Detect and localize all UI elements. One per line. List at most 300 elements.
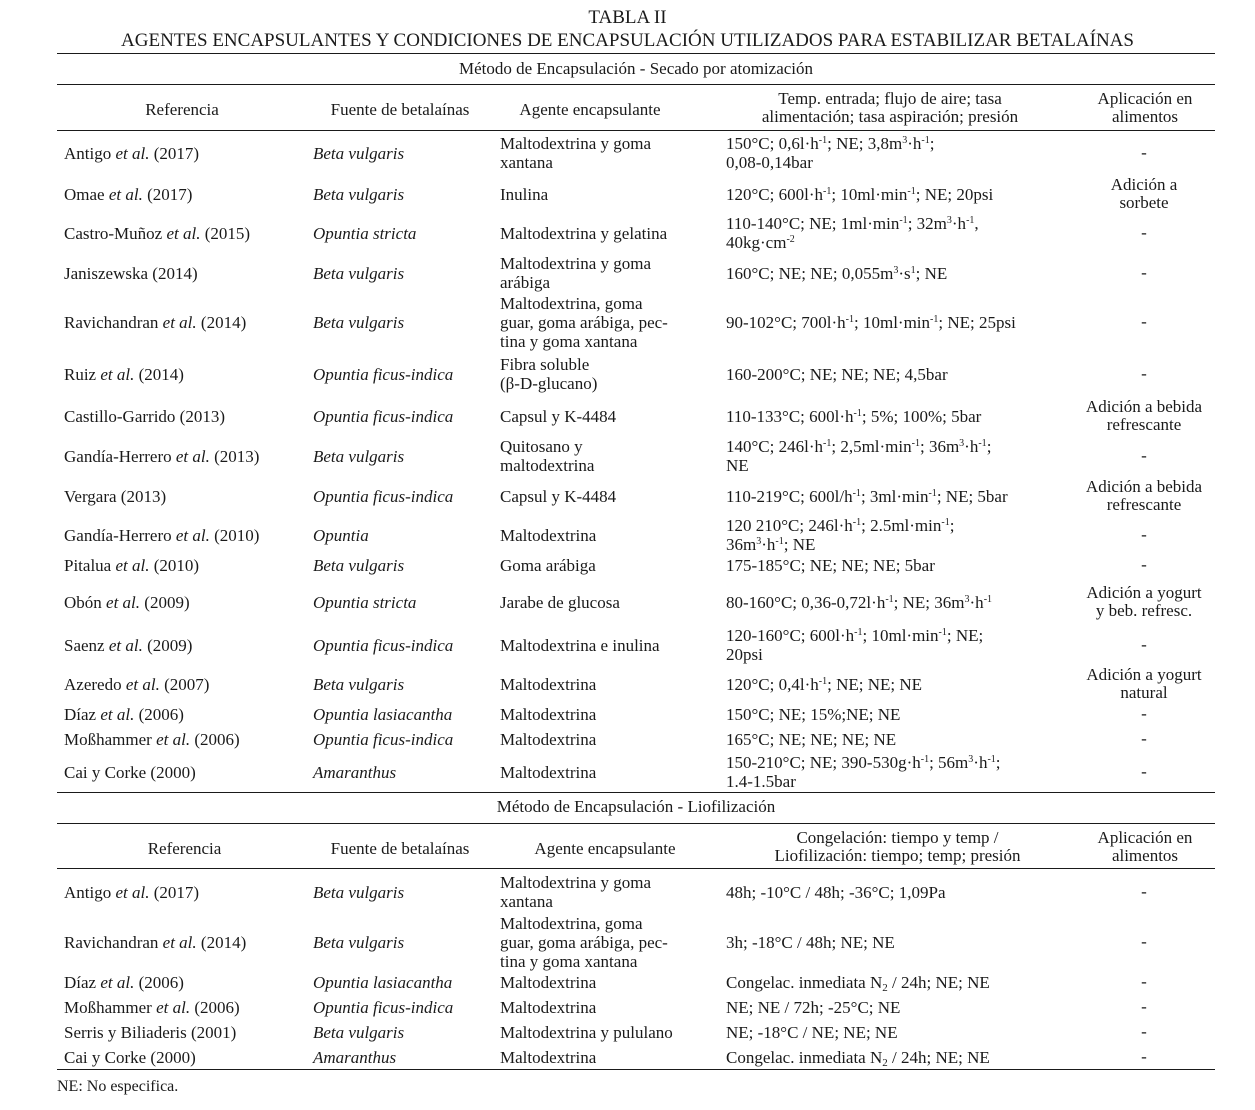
ref-etal: et al. — [156, 997, 191, 1017]
cell-referencia — [64, 1021, 314, 1043]
section-title-spray-drying: Método de Encapsulación - Secado por atomización — [458, 59, 814, 78]
table-caption: AGENTES ENCAPSULANTES Y CONDICIONES DE ENCAPSULACIÓN UTILIZADOS PARA ESTABILIZAR BETALAÍNAS — [121, 30, 1134, 51]
cell-agente — [500, 1046, 725, 1068]
cell-agente — [500, 253, 725, 293]
cell-fuente: Amaranthus — [313, 762, 397, 782]
conditions-text: NE; NE / 72h; -25°C; NE — [726, 997, 901, 1017]
ref-author: Azeredo — [64, 674, 122, 694]
col-header-aplicacion — [1070, 829, 1220, 865]
divider — [57, 53, 1215, 54]
ref-year: (2014) — [200, 312, 247, 332]
conditions-text: 120-160°C; $600l\cdot h^{-1}$; $10ml\cdot\min^{-1}$; NE; 20psi — [726, 626, 984, 664]
cell-condiciones — [726, 1021, 1081, 1043]
cell-condiciones — [726, 436, 1081, 476]
application-text: - — [1141, 882, 1147, 901]
footnote: NE: No especifica. — [57, 1078, 179, 1095]
cell-referencia — [64, 352, 314, 396]
conditions-text: 160°C; NE; NE; $0,055m^3\cdot s^1$; NE — [726, 263, 948, 283]
ref-year: (2013) — [120, 486, 167, 506]
application-text: - — [1141, 446, 1147, 465]
application-text: - — [1141, 635, 1147, 654]
cell-aplicacion — [1069, 624, 1219, 666]
ref-etal: et al. — [156, 729, 191, 749]
ref-etal: et al. — [115, 555, 150, 575]
col-header-condiciones-line1: Temp. entrada; flujo de aire; tasa — [778, 89, 1002, 108]
agent-text: Maltodextrina y pululano — [500, 1022, 673, 1042]
cell-condiciones — [726, 1046, 1081, 1068]
cell-aplicacion — [1069, 436, 1219, 476]
application-text: - — [1141, 263, 1147, 282]
conditions-text: 165°C; NE; NE; NE; NE — [726, 729, 897, 749]
cell-aplicacion — [1069, 253, 1219, 293]
conditions-text: 110-133°C; $600l\cdot h^{-1}$; 5%; 100%; 5bar — [726, 406, 982, 426]
agent-text: Maltodextrina y goma xantana — [500, 873, 652, 911]
cell-agente — [500, 396, 725, 436]
ref-year: (2007) — [164, 674, 210, 694]
agent-text: Inulina — [500, 184, 549, 204]
cell-fuente: Opuntia ficus-indica — [313, 729, 454, 749]
cell-aplicacion — [1069, 703, 1219, 725]
cell-agente — [500, 728, 725, 750]
col-header-aplicacion — [1070, 90, 1220, 126]
cell-condiciones — [726, 253, 1081, 293]
cell-condiciones — [726, 624, 1081, 666]
agent-text: Maltodextrina — [500, 1047, 597, 1067]
ref-author: Obón — [64, 592, 102, 612]
divider — [57, 792, 1215, 793]
ref-year: (2013) — [179, 406, 225, 426]
agent-text: Maltodextrina — [500, 997, 597, 1017]
table-row — [57, 703, 1215, 725]
cell-agente — [500, 516, 725, 554]
col-header-condiciones — [720, 90, 1060, 126]
cell-referencia — [64, 971, 314, 993]
divider — [57, 823, 1215, 824]
cell-aplicacion — [1069, 516, 1219, 554]
application-text: - — [1141, 932, 1147, 951]
cell-fuente: Beta vulgaris — [313, 674, 405, 694]
cell-condiciones — [726, 996, 1081, 1018]
agent-text: Quitosano y maltodextrina — [500, 437, 595, 475]
ref-author: Castro-Muñoz — [64, 223, 163, 243]
ref-year: (2006) — [194, 997, 240, 1017]
application-text: - — [1141, 972, 1147, 991]
cell-referencia — [64, 666, 314, 702]
table-row — [57, 666, 1215, 702]
cell-aplicacion — [1069, 1021, 1219, 1043]
ref-year: (2006) — [138, 704, 184, 724]
cell-fuente: Opuntia lasiacantha — [313, 972, 453, 992]
col-header-aplicacion-line1: Aplicación en — [1097, 89, 1193, 108]
conditions-text: 160-200°C; NE; NE; NE; 4,5bar — [726, 364, 948, 384]
application-text: - — [1141, 364, 1147, 383]
table-row — [57, 996, 1215, 1018]
application-text: - — [1141, 1047, 1147, 1066]
cell-aplicacion — [1069, 913, 1219, 971]
ref-year: (2009) — [144, 592, 190, 612]
cell-agente — [500, 996, 725, 1018]
cell-fuente: Opuntia ficus-indica — [313, 997, 454, 1017]
cell-fuente: Beta vulgaris — [313, 932, 405, 952]
ref-year: (2013) — [214, 446, 260, 466]
cell-aplicacion — [1069, 580, 1219, 624]
cell-fuente: Beta vulgaris — [313, 184, 405, 204]
cell-fuente: Beta vulgaris — [313, 555, 405, 575]
agent-text: Maltodextrina, goma guar, goma arábiga, pec- tina y goma xantana — [500, 293, 668, 351]
cell-aplicacion — [1069, 293, 1219, 351]
cell-aplicacion — [1069, 213, 1219, 253]
ref-etal: et al. — [106, 592, 141, 612]
table-number: TABLA II — [588, 7, 667, 28]
col-header-aplicacion-line2: alimentos — [1111, 107, 1179, 126]
cell-condiciones — [726, 476, 1081, 516]
cell-referencia — [64, 213, 314, 253]
ref-author: Pitalua — [64, 555, 112, 575]
table-row — [57, 752, 1215, 792]
cell-referencia — [64, 554, 314, 576]
conditions-text: 110-140°C; NE; $1ml\cdot\min^{-1}$; $32m^3\cdot h^{-1}$, $40kg\cdot cm^{-2}$ — [726, 214, 979, 252]
table-row — [57, 1046, 1215, 1068]
cell-aplicacion — [1069, 871, 1219, 913]
cell-referencia — [64, 293, 314, 351]
ref-etal: et al. — [125, 674, 160, 694]
cell-agente — [500, 293, 725, 351]
ref-etal: et al. — [108, 635, 143, 655]
cell-condiciones — [726, 752, 1081, 792]
cell-condiciones — [726, 580, 1081, 624]
application-text: - — [1141, 762, 1147, 781]
cell-referencia — [64, 516, 314, 554]
ref-author: Gandía-Herrero — [64, 446, 172, 466]
cell-fuente: Amaranthus — [313, 1047, 397, 1067]
ref-year: (2000) — [150, 1047, 196, 1067]
cell-fuente: Beta vulgaris — [313, 882, 405, 902]
conditions-text: 48h; -10°C / 48h; -36°C; 1,09Pa — [726, 882, 946, 902]
ref-year: (2017) — [147, 184, 193, 204]
col-header-condiciones — [725, 829, 1070, 865]
cell-fuente: Beta vulgaris — [313, 263, 405, 283]
table-row — [57, 253, 1215, 293]
ref-author: Castillo-Garrido — [64, 406, 176, 426]
table-row — [57, 580, 1215, 624]
cell-agente — [500, 913, 725, 971]
cell-fuente: Opuntia ficus-indica — [313, 364, 454, 384]
cell-fuente: Opuntia ficus-indica — [313, 486, 454, 506]
ref-author: Ruiz — [64, 364, 97, 384]
ref-author: Ravichandran — [64, 312, 159, 332]
cell-agente — [500, 624, 725, 666]
ref-year: (2010) — [153, 555, 200, 575]
agent-text: Maltodextrina — [500, 729, 597, 749]
cell-referencia — [64, 913, 314, 971]
col-header-agente: Agente encapsulante — [519, 100, 661, 119]
table-row — [57, 213, 1215, 253]
cell-condiciones — [726, 352, 1081, 396]
cell-aplicacion — [1069, 352, 1219, 396]
ref-author: Cai y Corke — [64, 1047, 147, 1067]
cell-fuente: Beta vulgaris — [313, 1022, 405, 1042]
ref-year: (2014) — [138, 364, 184, 384]
ref-year: (2000) — [150, 762, 196, 782]
application-text: Adición a bebida refrescante — [1085, 397, 1203, 434]
agent-text: Maltodextrina — [500, 762, 597, 782]
cell-referencia — [64, 580, 314, 624]
cell-agente — [500, 703, 725, 725]
ref-year: (2006) — [138, 972, 184, 992]
cell-aplicacion — [1069, 752, 1219, 792]
ref-year: (2001) — [191, 1022, 237, 1042]
ref-year: (2014) — [200, 932, 247, 952]
agent-text: Maltodextrina — [500, 972, 597, 992]
col-header-fuente: Fuente de betalaínas — [330, 839, 470, 858]
ref-year: (2015) — [204, 223, 251, 243]
cell-condiciones — [726, 516, 1081, 554]
cell-aplicacion — [1069, 728, 1219, 750]
table-row — [57, 913, 1215, 971]
conditions-text: 80-160°C; $0,36-0,72l\cdot h^{-1}$; NE; $36m^3\cdot h^{-1}$ — [726, 592, 993, 612]
cell-agente — [500, 752, 725, 792]
ref-author: Gandía-Herrero — [64, 525, 172, 545]
table-row — [57, 396, 1215, 436]
ref-author: Omae — [64, 184, 105, 204]
conditions-text: Congelac. inmediata $N_2 / 24h$; NE; NE — [726, 972, 990, 994]
ref-etal: et al. — [108, 184, 143, 204]
application-text: Adición a yogurt natural — [1086, 665, 1202, 702]
ref-etal: et al. — [162, 932, 197, 952]
col-header-referencia: Referencia — [145, 100, 219, 119]
conditions-text: Congelac. inmediata $N_2 / 24h$; NE; NE — [726, 1047, 990, 1069]
ref-etal: et al. — [115, 882, 150, 902]
cell-agente — [500, 580, 725, 624]
col-header-fuente: Fuente de betalaínas — [330, 100, 470, 119]
cell-condiciones — [726, 871, 1081, 913]
cell-referencia — [64, 133, 314, 173]
conditions-text: 175-185°C; NE; NE; NE; 5bar — [726, 555, 935, 575]
ref-author: Antigo — [64, 882, 112, 902]
cell-agente — [500, 871, 725, 913]
col-header-condiciones-line2: Liofilización: tiempo; temp; presión — [774, 846, 1021, 865]
col-header-referencia: Referencia — [147, 839, 222, 858]
application-text: - — [1141, 555, 1147, 574]
ref-year: (2017) — [153, 882, 200, 902]
cell-referencia — [64, 996, 314, 1018]
table-row — [57, 133, 1215, 173]
cell-agente — [500, 971, 725, 993]
cell-referencia — [64, 624, 314, 666]
cell-condiciones — [726, 293, 1081, 351]
cell-condiciones — [726, 213, 1081, 253]
cell-agente — [500, 213, 725, 253]
table-row — [57, 436, 1215, 476]
table-row — [57, 1021, 1215, 1043]
cell-condiciones — [726, 133, 1081, 173]
cell-aplicacion — [1069, 554, 1219, 576]
col-header-aplicacion-line2: alimentos — [1111, 846, 1179, 865]
cell-aplicacion — [1069, 175, 1219, 213]
agent-text: Maltodextrina — [500, 674, 597, 694]
table-row — [57, 476, 1215, 516]
ref-author: Antigo — [64, 143, 112, 163]
application-text: - — [1141, 223, 1147, 242]
application-text: Adición a sorbete — [1110, 175, 1178, 212]
application-text: - — [1141, 1022, 1147, 1041]
ref-etal: et al. — [175, 446, 210, 466]
cell-aplicacion — [1069, 476, 1219, 516]
agent-text: Goma arábiga — [500, 555, 596, 575]
agent-text: Maltodextrina y goma xantana — [500, 134, 652, 172]
cell-fuente: Beta vulgaris — [313, 446, 405, 466]
cell-fuente: Beta vulgaris — [313, 312, 405, 332]
conditions-text: 140°C; $246l\cdot h^{-1}$; $2,5ml\cdot\min^{-1}$; $36m^3\cdot h^{-1}$; NE — [726, 437, 992, 475]
conditions-text: 150°C; $0,6l\cdot h^{-1}$; NE; $3,8m^3\cdot h^{-1}$; 0,08-0,14bar — [726, 134, 935, 172]
cell-condiciones — [726, 554, 1081, 576]
ref-author: Díaz — [64, 704, 97, 724]
agent-text: Maltodextrina y goma arábiga — [500, 254, 652, 292]
ref-author: Moßhammer — [64, 729, 152, 749]
agent-text: Capsul y K-4484 — [500, 486, 617, 506]
cell-condiciones — [726, 913, 1081, 971]
cell-aplicacion — [1069, 1046, 1219, 1068]
cell-referencia — [64, 476, 314, 516]
table-row — [57, 728, 1215, 750]
conditions-text: 3h; -18°C / 48h; NE; NE — [726, 932, 895, 952]
ref-etal: et al. — [100, 364, 135, 384]
cell-referencia — [64, 871, 314, 913]
ref-year: (2017) — [153, 143, 200, 163]
cell-condiciones — [726, 666, 1081, 702]
conditions-text: NE; -18°C / NE; NE; NE — [726, 1022, 898, 1042]
cell-condiciones — [726, 703, 1081, 725]
cell-referencia — [64, 253, 314, 293]
conditions-text: 110-219°C; $600l/h^{-1}$; $3ml\cdot\min^{-1}$; NE; 5bar — [726, 486, 1008, 506]
ref-etal: et al. — [100, 972, 135, 992]
ref-author: Saenz — [64, 635, 105, 655]
cell-aplicacion — [1069, 971, 1219, 993]
agent-text: Maltodextrina y gelatina — [500, 223, 668, 243]
cell-agente — [500, 436, 725, 476]
cell-fuente: Opuntia stricta — [313, 223, 417, 243]
ref-author: Díaz — [64, 972, 97, 992]
ref-year: (2010) — [214, 525, 260, 545]
col-header-condiciones-line2: alimentación; tasa aspiración; presión — [761, 107, 1019, 126]
cell-referencia — [64, 175, 314, 213]
table-row — [57, 971, 1215, 993]
application-text: - — [1141, 312, 1147, 331]
cell-agente — [500, 352, 725, 396]
cell-condiciones — [726, 175, 1081, 213]
table-row — [57, 352, 1215, 396]
ref-author: Moßhammer — [64, 997, 152, 1017]
agent-text: Maltodextrina e inulina — [500, 635, 660, 655]
divider — [57, 1069, 1215, 1070]
cell-referencia — [64, 1046, 314, 1068]
application-text: - — [1141, 525, 1147, 544]
divider — [57, 868, 1215, 869]
cell-referencia — [64, 396, 314, 436]
agent-text: Maltodextrina — [500, 525, 597, 545]
col-header-agente: Agente encapsulante — [534, 839, 676, 858]
col-header-aplicacion-line1: Aplicación en — [1097, 828, 1193, 847]
table-row — [57, 516, 1215, 554]
cell-agente — [500, 554, 725, 576]
cell-fuente: Opuntia — [313, 525, 369, 545]
ref-etal: et al. — [166, 223, 201, 243]
agent-text: Fibra soluble (β-D-glucano) — [500, 355, 598, 393]
conditions-text: 90-102°C; $700l\cdot h^{-1}$; $10ml\cdot\min^{-1}$; NE; 25psi — [726, 312, 1016, 332]
ref-author: Ravichandran — [64, 932, 159, 952]
ref-author: Serris y Biliaderis — [64, 1022, 187, 1042]
cell-referencia — [64, 436, 314, 476]
cell-fuente: Opuntia ficus-indica — [313, 406, 454, 426]
agent-text: Capsul y K-4484 — [500, 406, 617, 426]
cell-condiciones — [726, 728, 1081, 750]
col-header-condiciones-line1: Congelación: tiempo y temp / — [796, 828, 999, 847]
ref-etal: et al. — [115, 143, 150, 163]
ref-year: (2009) — [147, 635, 193, 655]
conditions-text: 150°C; NE; 15%;NE; NE — [726, 704, 901, 724]
cell-agente — [500, 133, 725, 173]
application-text: Adición a bebida refrescante — [1085, 477, 1203, 514]
cell-fuente: Beta vulgaris — [313, 143, 405, 163]
cell-aplicacion — [1069, 996, 1219, 1018]
cell-agente — [500, 666, 725, 702]
cell-fuente: Opuntia stricta — [313, 592, 417, 612]
ref-year: (2006) — [194, 729, 240, 749]
divider — [57, 130, 1215, 131]
agent-text: Jarabe de glucosa — [500, 592, 620, 612]
divider — [57, 84, 1215, 85]
application-text: - — [1141, 704, 1147, 723]
ref-author: Janiszewska — [64, 263, 149, 283]
application-text: - — [1141, 729, 1147, 748]
application-text: Adición a yogurt y beb. refresc. — [1086, 583, 1202, 620]
ref-author: Cai y Corke — [64, 762, 147, 782]
cell-agente — [500, 175, 725, 213]
ref-author: Vergara — [64, 486, 117, 506]
table-row — [57, 175, 1215, 213]
conditions-text: 120 210°C; $246l\cdot h^{-1}$; $2.5ml\cdot\min^{-1}$; $36m^3\cdot h^{-1}$; NE — [726, 516, 955, 554]
table-row — [57, 554, 1215, 576]
section-title-freeze-drying: Método de Encapsulación - Liofilización — [496, 797, 776, 816]
conditions-text: 120°C; $0,4l\cdot h^{-1}$; NE; NE; NE — [726, 674, 922, 694]
conditions-text: 120°C; $600l\cdot h^{-1}$; $10ml\cdot\min^{-1}$; NE; 20psi — [726, 184, 994, 204]
table-row — [57, 293, 1215, 351]
ref-year: (2014) — [152, 263, 198, 283]
cell-condiciones — [726, 396, 1081, 436]
cell-aplicacion — [1069, 666, 1219, 702]
agent-text: Maltodextrina — [500, 704, 597, 724]
cell-fuente: Opuntia lasiacantha — [313, 704, 453, 724]
cell-aplicacion — [1069, 396, 1219, 436]
conditions-text: 150-210°C; NE; $390-530g\cdot h^{-1}$; $56m^3\cdot h^{-1}$; 1.4-1.5bar — [726, 753, 1001, 791]
table-row — [57, 624, 1215, 666]
cell-agente — [500, 476, 725, 516]
table-row — [57, 871, 1215, 913]
ref-etal: et al. — [175, 525, 210, 545]
application-text: - — [1141, 997, 1147, 1016]
cell-referencia — [64, 728, 314, 750]
cell-referencia — [64, 752, 314, 792]
cell-agente — [500, 1021, 725, 1043]
ref-etal: et al. — [100, 704, 135, 724]
cell-referencia — [64, 703, 314, 725]
application-text: - — [1141, 143, 1147, 162]
ref-etal: et al. — [162, 312, 197, 332]
cell-fuente: Opuntia ficus-indica — [313, 635, 454, 655]
cell-aplicacion — [1069, 133, 1219, 173]
cell-condiciones — [726, 971, 1081, 993]
agent-text: Maltodextrina, goma guar, goma arábiga, pec- tina y goma xantana — [500, 913, 668, 971]
